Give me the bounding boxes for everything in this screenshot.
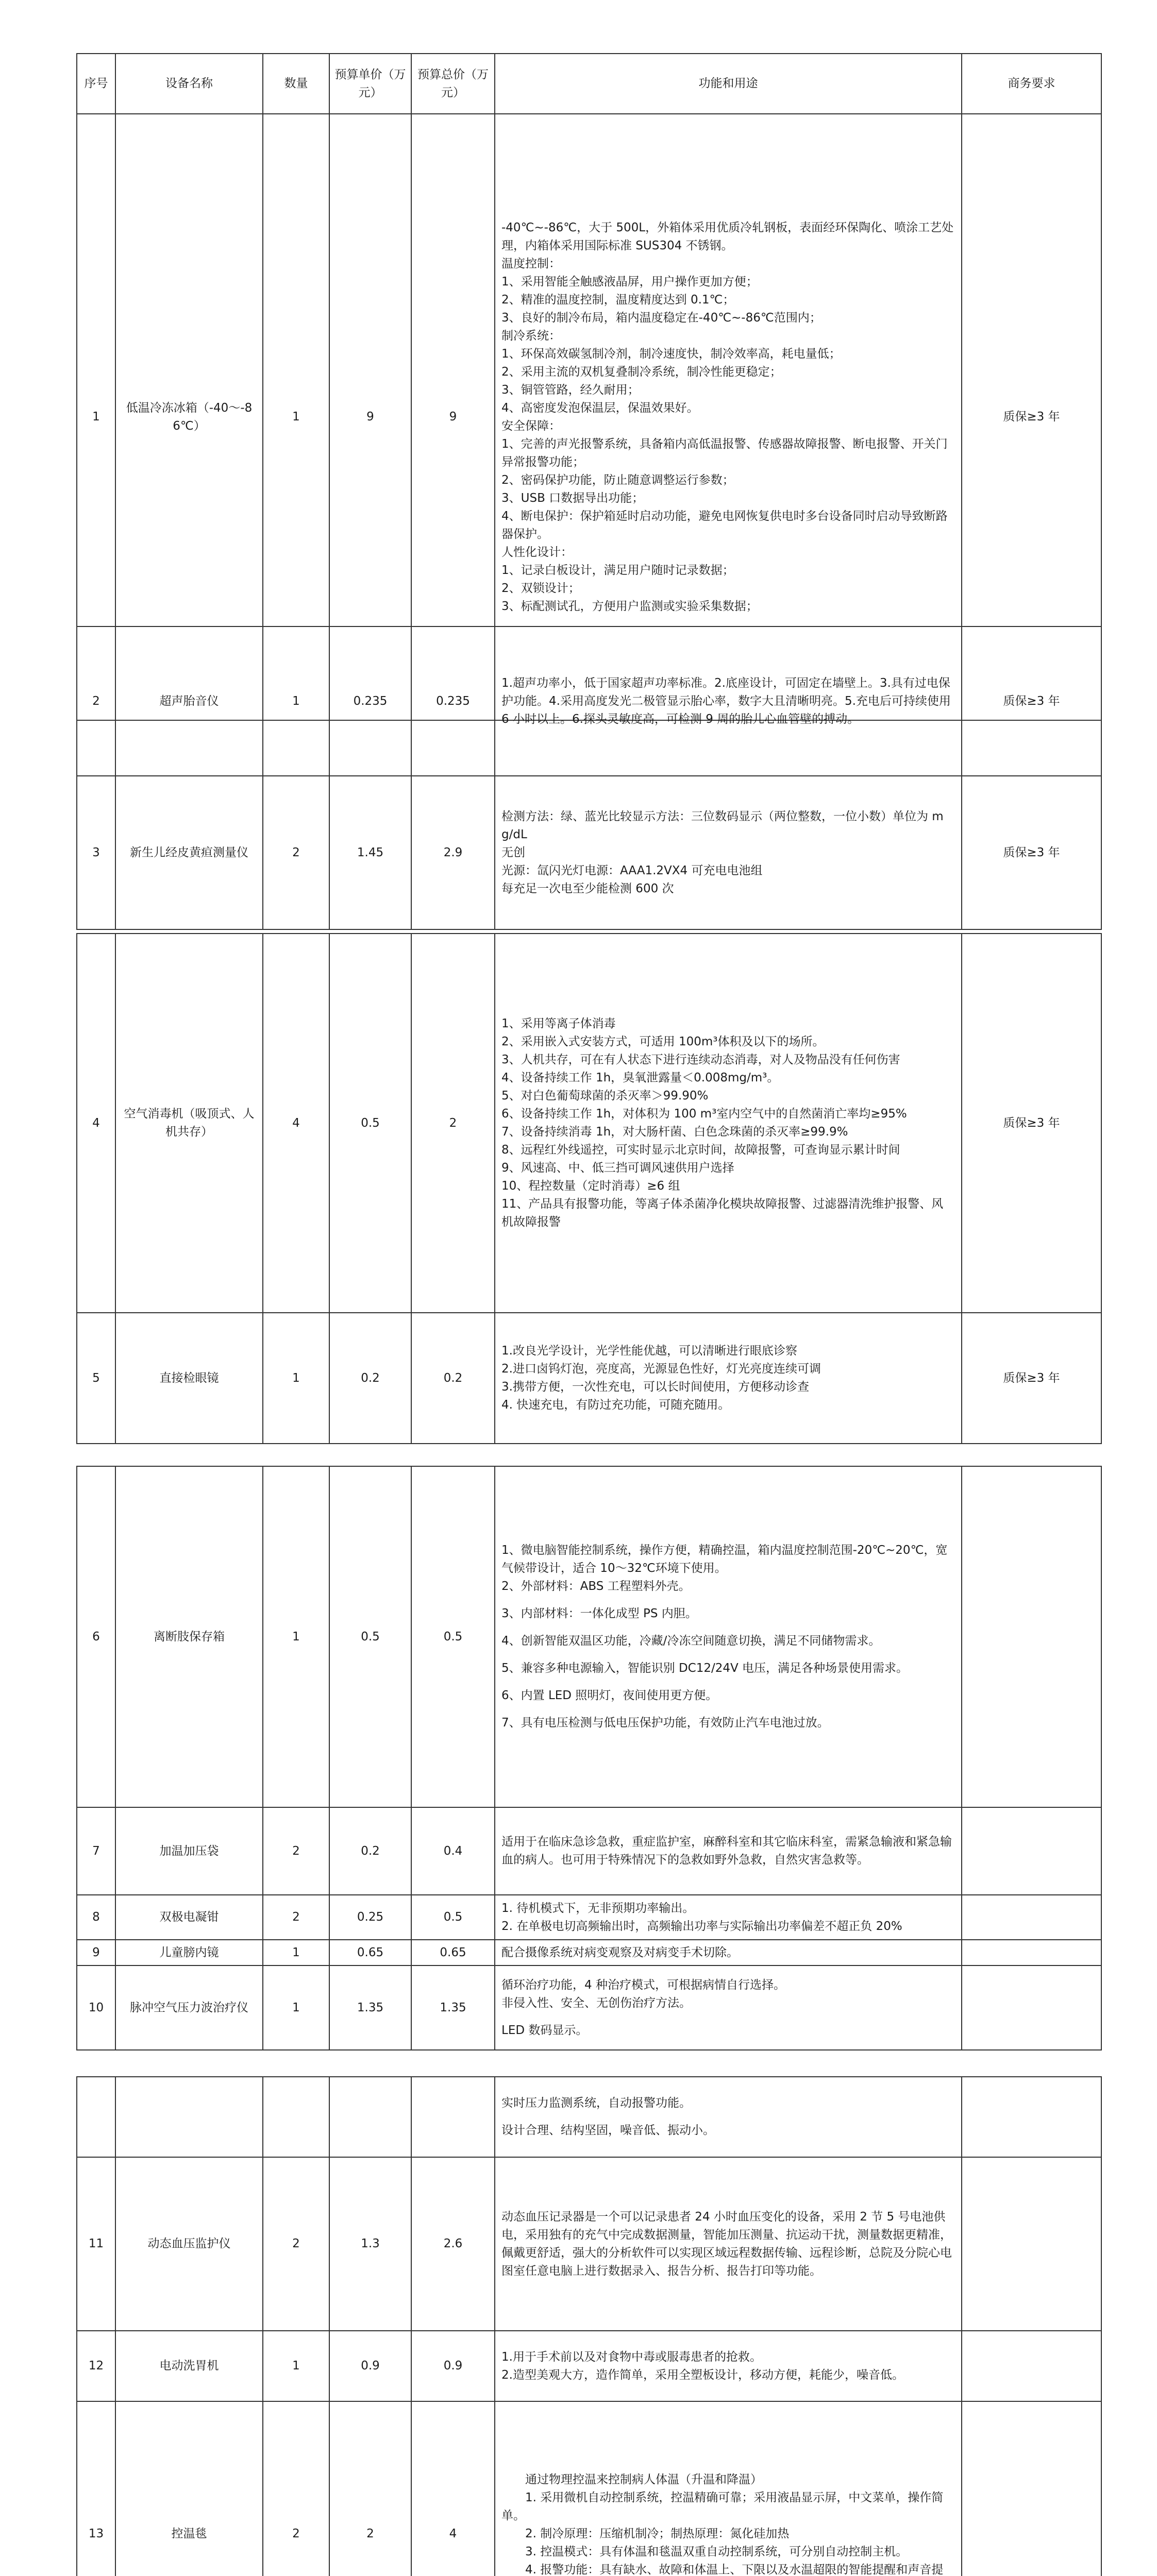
function-line: 4. 报警功能：具有缺水、故障和体温上、下限以及水温超限的智能提醒和声音提 xyxy=(525,2563,944,2576)
row-number: 11 xyxy=(77,2157,115,2331)
function-line: 循环治疗功能，4 种治疗模式，可根据病情自行选择。 xyxy=(501,1978,785,1992)
function-line: 检测方法：绿、蓝光比较显示方法：三位数码显示（两位整数，一位小数）单位为 mg/dL xyxy=(501,809,944,841)
quantity: 1 xyxy=(263,114,329,720)
row-number: 6 xyxy=(77,1466,115,1807)
total-price: 0.235 xyxy=(411,626,495,776)
quantity: 1 xyxy=(263,1313,329,1444)
row-number: 3 xyxy=(77,776,115,929)
function-line: 10、程控数量（定时消毒）≥6 组 xyxy=(501,1179,680,1193)
function-line: 2、精准的温度控制，温度精度达到 0.1℃； xyxy=(501,293,735,307)
function-line: 1、采用等离子体消毒 xyxy=(501,1017,616,1030)
unit-price: 0.2 xyxy=(329,1313,411,1444)
total-price: 4 xyxy=(411,2401,495,2576)
business-requirement xyxy=(962,1466,1101,1807)
function-line: 7、具有电压检测与低电压保护功能，有效防止汽车电池过放。 xyxy=(501,1716,829,1730)
header-no: 序号 xyxy=(77,54,115,114)
unit-price: 1.45 xyxy=(329,776,411,929)
quantity: 4 xyxy=(263,934,329,1313)
business-requirement xyxy=(962,1895,1101,1940)
header-business: 商务要求 xyxy=(962,54,1101,114)
function-line: 4、断电保护：保护箱延时启动功能，避免电网恢复供电时多台设备同时启动导致断路器保护。 xyxy=(501,509,948,541)
total-price: 2 xyxy=(411,934,495,1313)
function-line: 2、密码保护功能，防止随意调整运行参数； xyxy=(501,473,734,487)
function-line: 1、完善的声光报警系统，具备箱内高低温报警、传感器故障报警、断电报警、开关门异常报警功能； xyxy=(501,437,948,469)
quantity: 2 xyxy=(263,1807,329,1895)
table-row xyxy=(77,2401,1101,2576)
unit-price: 0.5 xyxy=(329,934,411,1313)
function-line: 2、采用主流的双机复叠制冷系统，制冷性能更稳定； xyxy=(501,365,782,379)
function-line: 3、人机共存，可在有人状态下进行连续动态消毒，对人及物品没有任何伤害 xyxy=(501,1053,900,1066)
function-line: 4、高密度发泡保温层，保温效果好。 xyxy=(501,401,699,415)
header-unit-price: 预算单价（万元） xyxy=(329,54,411,114)
function-line: 实时压力监测系统，自动报警功能。 xyxy=(501,2096,691,2110)
quantity: 1 xyxy=(263,626,329,776)
row-number: 13 xyxy=(77,2401,115,2576)
total-price: 0.2 xyxy=(411,1313,495,1444)
table-row xyxy=(77,1466,1101,1807)
function-line xyxy=(501,1677,955,1687)
function-description xyxy=(495,2331,962,2401)
function-line: 2、采用嵌入式安装方式，可适用 100m³体积及以下的场所。 xyxy=(501,1035,825,1048)
table-row xyxy=(77,1895,1101,1940)
business-requirement: 质保≥3 年 xyxy=(962,776,1101,929)
equipment-name: 低温冷冻冰箱（-40～-86℃） xyxy=(115,114,263,720)
unit-price: 2 xyxy=(329,2401,411,2576)
function-description xyxy=(495,2077,962,2157)
business-requirement xyxy=(962,1807,1101,1895)
business-requirement: 质保≥3 年 xyxy=(962,626,1101,776)
quantity: 1 xyxy=(263,2331,329,2401)
equipment-name: 电动洗胃机 xyxy=(115,2331,263,2401)
function-line xyxy=(501,1705,955,1714)
function-line: 制冷系统： xyxy=(501,329,561,343)
table-row xyxy=(77,1965,1101,2050)
function-line: 7、设备持续消毒 1h，对大肠杆菌、白色念珠菌的杀灭率≥99.9% xyxy=(501,1125,848,1139)
equipment-table-block-4 xyxy=(76,1466,1102,2050)
header-total-price: 预算总价（万元） xyxy=(411,54,495,114)
table-row xyxy=(77,1807,1101,1895)
table-row xyxy=(77,776,1101,929)
equipment-name: 脉冲空气压力波治疗仪 xyxy=(115,1965,263,2050)
total-price: 0.4 xyxy=(411,1807,495,1895)
function-line: 1、采用智能全触感液晶屏，用户操作更加方便； xyxy=(501,275,758,289)
function-line xyxy=(501,1650,955,1659)
function-line: 4、设备持续工作 1h，臭氧泄露量＜0.008mg/m³。 xyxy=(501,1071,779,1084)
function-description xyxy=(495,1895,962,1940)
equipment-table-block-3 xyxy=(76,933,1102,1444)
row-number: 2 xyxy=(77,626,115,776)
function-line: LED 数码显示。 xyxy=(501,2023,588,2037)
function-line: 2. 制冷原理：压缩机制冷；制热原理：氮化硅加热 xyxy=(501,2527,790,2540)
function-description xyxy=(495,626,962,776)
function-line: 4. 快速充电，有防过充功能，可随充随用。 xyxy=(501,1398,730,1412)
equipment-name: 控温毯 xyxy=(115,2401,263,2576)
function-line: 3、内部材料：一体化成型 PS 内胆。 xyxy=(501,1607,697,1620)
business-requirement: 质保≥3 年 xyxy=(962,114,1101,720)
function-line: 2.造型美观大方，造作简单，采用全塑板设计，移动方便，耗能少，噪音低。 xyxy=(501,2368,904,2382)
unit-price: 1.35 xyxy=(329,1965,411,2050)
row-number: 5 xyxy=(77,1313,115,1444)
function-line: 3、良好的制冷布局，箱内温度稳定在-40℃~-86℃范围内； xyxy=(501,311,821,325)
row-number: 12 xyxy=(77,2331,115,2401)
business-requirement xyxy=(962,2331,1101,2401)
unit-price: 0.65 xyxy=(329,1940,411,1965)
function-line: 1、环保高效碳氢制冷剂，制冷速度快，制冷效率高，耗电量低； xyxy=(501,347,841,361)
function-line: 温度控制： xyxy=(501,257,561,270)
function-line: 9、风速高、中、低三挡可调风速供用户选择 xyxy=(501,1161,734,1175)
function-line: 人性化设计： xyxy=(501,545,573,559)
business-requirement: 质保≥3 年 xyxy=(962,1313,1101,1444)
equipment-name: 离断肢保存箱 xyxy=(115,1466,263,1807)
function-line: 1.改良光学设计，光学性能优越，可以清晰进行眼底诊察 xyxy=(501,1344,797,1358)
function-line xyxy=(501,2012,955,2022)
row-number: 9 xyxy=(77,1940,115,1965)
equipment-name: 超声胎音仪 xyxy=(115,626,263,776)
equipment-name: 双极电凝钳 xyxy=(115,1895,263,1940)
business-requirement xyxy=(962,2401,1101,2576)
quantity: 2 xyxy=(263,776,329,929)
function-line: -40℃~-86℃，大于 500L，外箱体采用优质冷轧钢板，表面经环保陶化、喷涂工艺处理，内箱体采用国际标准 SUS304 不锈钢。 xyxy=(501,221,954,252)
function-line: 光源：氙闪光灯电源：AAA1.2VX4 可充电电池组 xyxy=(501,863,763,877)
function-line: 1.用于手术前以及对食物中毒或服毒患者的抢救。 xyxy=(501,2350,762,2364)
table-row xyxy=(77,2331,1101,2401)
table-row xyxy=(77,2157,1101,2331)
equipment-table-block-2 xyxy=(76,626,1102,930)
equipment-name: 直接检眼镜 xyxy=(115,1313,263,1444)
function-line: 1.超声功率小，低于国家超声功率标准。2.底座设计，可固定在墙壁上。3.具有过电保护功能。4.采用高度发光二极管显示胎心率，数字大且清晰明亮。5.充电后可持续使用 6 小时以上。6.探头灵敏度高，可检测 9 周的胎儿心血管壁的搏动。 xyxy=(501,676,955,726)
total-price: 9 xyxy=(411,114,495,720)
function-line xyxy=(501,1623,955,1632)
unit-price: 0.2 xyxy=(329,1807,411,1895)
header-qty: 数量 xyxy=(263,54,329,114)
function-line: 1. 采用微机自动控制系统，控温精确可靠；采用液晶显示屏，中文菜单，操作简单。 xyxy=(501,2490,944,2522)
table-row xyxy=(77,934,1101,1313)
function-line: 1. 待机模式下，无非预期功率输出。 xyxy=(501,1901,695,1915)
function-description xyxy=(495,1940,962,1965)
unit-price: 0.235 xyxy=(329,626,411,776)
total-price: 0.9 xyxy=(411,2331,495,2401)
function-line: 2、外部材料：ABS 工程塑料外壳。 xyxy=(501,1580,691,1593)
function-line: 3、USB 口数据导出功能； xyxy=(501,491,644,505)
equipment-table-block-5 xyxy=(76,2076,1102,2576)
function-description xyxy=(495,2157,962,2331)
total-price: 1.35 xyxy=(411,1965,495,2050)
row-number: 8 xyxy=(77,1895,115,1940)
equipment-name: 新生儿经皮黄疸测量仪 xyxy=(115,776,263,929)
total-price: 2.9 xyxy=(411,776,495,929)
function-line: 3、铜管管路，经久耐用； xyxy=(501,383,640,397)
quantity: 2 xyxy=(263,2401,329,2576)
equipment-name: 加温加压袋 xyxy=(115,1807,263,1895)
function-line xyxy=(501,1596,955,1605)
function-line: 5、对白色葡萄球菌的杀灭率＞99.90% xyxy=(501,1089,709,1103)
function-line: 动态血压记录器是一个可以记录患者 24 小时血压变化的设备，采用 2 节 5 号电池供电，采用独有的充气中完成数据测量，智能加压测量、抗运动干扰，测量数据更精准，佩戴更舒适，强大的分析软件可以实现区域远程数据传输、远程诊断，总院及分院心电图室任意电脑上进行数据录入、报告分析、报告打印等功能。 xyxy=(501,2210,952,2278)
unit-price: 0.5 xyxy=(329,1466,411,1807)
function-line: 3. 控温模式：具有体温和毯温双重自动控制系统，可分别自动控制主机。 xyxy=(501,2545,908,2558)
row-number: 10 xyxy=(77,1965,115,2050)
function-line: 5、兼容多种电源输入，智能识别 DC12/24V 电压，满足各种场景使用需求。 xyxy=(501,1662,909,1675)
header-function: 功能和用途 xyxy=(495,54,962,114)
function-line: 2. 在单极电切高频输出时，高频输出功率与实际输出功率偏差不超正负 20% xyxy=(501,1919,902,1933)
function-line: 3.携带方便，一次性充电，可以长时间使用，方便移动诊查 xyxy=(501,1380,809,1394)
total-price: 0.5 xyxy=(411,1895,495,1940)
total-price: 0.65 xyxy=(411,1940,495,1965)
function-line: 4、创新智能双温区功能，冷藏/冷冻空间随意切换，满足不同储物需求。 xyxy=(501,1634,881,1648)
table-row xyxy=(77,626,1101,776)
equipment-table-block-1 xyxy=(76,53,1102,721)
table-row xyxy=(77,2077,1101,2157)
function-line: 1、微电脑智能控制系统，操作方便，精确控温，箱内温度控制范围-20℃~20℃，宽气候带设计，适合 10～32℃环境下使用。 xyxy=(501,1544,948,1575)
function-line: 非侵入性、安全、无创伤治疗方法。 xyxy=(501,1996,691,2010)
quantity xyxy=(263,2077,329,2157)
business-requirement xyxy=(962,2077,1101,2157)
quantity: 1 xyxy=(263,1940,329,1965)
table-row xyxy=(77,1313,1101,1444)
function-line: 2.进口卤钨灯泡，亮度高，光源显色性好，灯光亮度连续可调 xyxy=(501,1362,821,1376)
function-description xyxy=(495,934,962,1313)
function-line: 通过物理控温来控制病人体温（升温和降温） xyxy=(501,2472,762,2486)
function-line: 6、设备持续工作 1h，对体积为 100 m³室内空气中的自然菌消亡率均≥95% xyxy=(501,1107,907,1121)
unit-price: 9 xyxy=(329,114,411,720)
row-number: 7 xyxy=(77,1807,115,1895)
function-line: 8、远程红外线遥控，可实时显示北京时间，故障报警，可查询显示累计时间 xyxy=(501,1143,900,1157)
equipment-name xyxy=(115,2077,263,2157)
row-number: 4 xyxy=(77,934,115,1313)
table-row xyxy=(77,1940,1101,1965)
function-line: 适用于在临床急诊急救，重症监护室，麻醉科室和其它临床科室，需紧急输液和紧急输血的病人。也可用于特殊情况下的急救如野外急救，自然灾害急救等。 xyxy=(501,1835,952,1867)
quantity: 1 xyxy=(263,1965,329,2050)
equipment-name: 儿童膀内镜 xyxy=(115,1940,263,1965)
total-price: 2.6 xyxy=(411,2157,495,2331)
quantity: 2 xyxy=(263,1895,329,1940)
total-price: 0.5 xyxy=(411,1466,495,1807)
function-description xyxy=(495,1313,962,1444)
function-description xyxy=(495,1466,962,1807)
table-header-row xyxy=(77,54,1101,114)
function-line xyxy=(501,2112,955,2122)
business-requirement xyxy=(962,2157,1101,2331)
equipment-name: 空气消毒机（吸顶式、人机共存） xyxy=(115,934,263,1313)
unit-price: 0.9 xyxy=(329,2331,411,2401)
total-price xyxy=(411,2077,495,2157)
unit-price: 1.3 xyxy=(329,2157,411,2331)
business-requirement: 质保≥3 年 xyxy=(962,934,1101,1313)
function-description xyxy=(495,2401,962,2576)
function-line: 配合摄像系统对病变观察及对病变手术切除。 xyxy=(501,1945,739,1959)
function-line: 2、双锁设计； xyxy=(501,581,580,595)
function-description xyxy=(495,1965,962,2050)
function-line: 3、标配测试孔，方便用户监测或实验采集数据； xyxy=(501,599,758,613)
unit-price: 0.25 xyxy=(329,1895,411,1940)
function-line: 设计合理、结构坚固，噪音低、振动小。 xyxy=(501,2124,715,2137)
header-name: 设备名称 xyxy=(115,54,263,114)
function-line: 6、内置 LED 照明灯，夜间使用更方便。 xyxy=(501,1689,718,1702)
quantity: 1 xyxy=(263,1466,329,1807)
function-line: 无创 xyxy=(501,845,525,859)
function-line: 每充足一次电至少能检测 600 次 xyxy=(501,882,674,895)
quantity: 2 xyxy=(263,2157,329,2331)
function-line: 1、记录白板设计，满足用户随时记录数据； xyxy=(501,563,734,577)
row-number: 1 xyxy=(77,114,115,720)
function-line: 安全保障： xyxy=(501,419,561,433)
function-description xyxy=(495,1807,962,1895)
row-number xyxy=(77,2077,115,2157)
equipment-name: 动态血压监护仪 xyxy=(115,2157,263,2331)
function-line: 11、产品具有报警功能，等离子体杀菌净化模块故障报警、过滤器清洗维护报警、风机故障报警 xyxy=(501,1197,944,1229)
function-description xyxy=(495,776,962,929)
unit-price xyxy=(329,2077,411,2157)
business-requirement xyxy=(962,1965,1101,2050)
business-requirement xyxy=(962,1940,1101,1965)
